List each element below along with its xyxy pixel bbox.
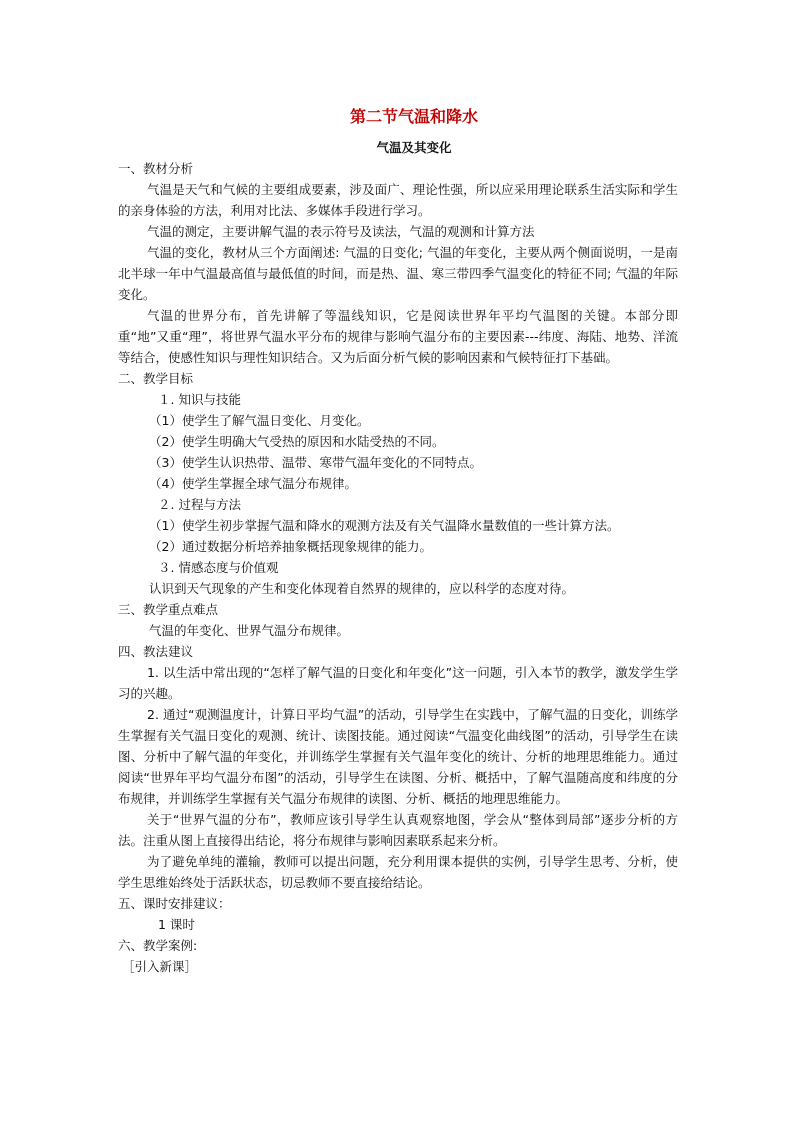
list-item: （2）通过数据分析培养抽象概括现象规律的能力。 [149, 539, 432, 554]
paragraph: 2. 通过“观测温度计，计算日平均气温”的活动，引导学生在实践中，了解气温的日变化，训练学生掌握有关气温日变化的观测、统计、读图技能。通过阅读“气温变化曲线图”的活动，引导学生在读图、分析中了解气温的年变化，并训练学生掌握有关气温年变化的统计、分析的地理思维能力。通过阅读“世界年平均气温分布图”的活动，引导学生在读图、分析、概括中，了解气温随高度和纬度的分布规律，并训练学生掌握有关气温分布规律的读图、分析、概括的地理思维能力。 [118, 707, 678, 806]
paragraph: 气温的年变化、世界气温分布规律。 [149, 623, 350, 638]
paragraph: 气温的测定，主要讲解气温的表示符号及读法，气温的观测和计算方法 [147, 224, 535, 239]
paragraph: 气温的变化，教材从三个方面阐述: 气温的日变化; 气温的年变化，主要从两个侧面说明，一是南北半球一年中气温最高值与最低值的时间，而是热、温、寒三带四季气温变化的特征不同; 气温的年际变化。 [118, 245, 678, 302]
subheading: １. 知识与技能 [158, 392, 241, 407]
paragraph: 为了避免单纯的灌输，教师可以提出问题，充分利用课本提供的实例，引导学生思考、分析，使学生思维始终处于活跃状态，切忌教师不要直接给结论。 [118, 854, 678, 890]
section-heading: 三、教学重点难点 [118, 602, 219, 617]
section-heading: 二、教学目标 [118, 371, 194, 386]
paragraph: 气温的世界分布，首先讲解了等温线知识，它是阅读世界年平均气温图的关键。本部分即重“地”又重“理”，将世界气温水平分布的规律与影响气温分布的主要因素---纬度、海陆、地势、洋流等结合，使感性知识与理性知识结合。又为后面分析气候的影响因素和气候特征打下基础。 [118, 308, 678, 365]
paragraph: 1 课时 [158, 917, 195, 932]
subheading: ３. 情感态度与价值观 [158, 560, 279, 575]
list-item: （3）使学生认识热带、温带、寒带气温年变化的不同特点。 [149, 455, 482, 470]
section-heading: 一、教材分析 [118, 161, 194, 176]
page-subtitle: 气温及其变化 [376, 140, 452, 155]
list-item: （4）使学生掌握全球气温分布规律。 [149, 476, 357, 491]
page-title: 第二节气温和降水 [349, 107, 478, 126]
paragraph: 1. 以生活中常出现的“怎样了解气温的日变化和年变化”这一问题，引入本节的教学，激发学生学习的兴趣。 [118, 665, 678, 701]
section-heading: 四、教法建议 [118, 644, 194, 659]
section-heading: 五、课时安排建议： [118, 896, 231, 911]
paragraph: 气温是天气和气候的主要组成要素，涉及面广、理论性强，所以应采用理论联系生活实际和学生的亲身体验的方法，利用对比法、多媒体手段进行学习。 [118, 182, 678, 218]
list-item: （1）使学生初步掌握气温和降水的观测方法及有关气温降水量数值的一些计算方法。 [149, 518, 620, 533]
list-item: 认识到天气现象的产生和变化体现着自然界的规律的，应以科学的态度对待。 [149, 581, 575, 596]
list-item: （2）使学生明确大气受热的原因和水陆受热的不同。 [149, 434, 445, 449]
list-item: （1）使学生了解气温日变化、月变化。 [149, 413, 370, 428]
paragraph: 关于“世界气温的分布”，教师应该引导学生认真观察地图，学会从“整体到局部”逐步分析的方法。注重从图上直接得出结论，将分布规律与影响因素联系起来分析。 [118, 812, 678, 848]
section-heading: 六、教学案例: [118, 938, 198, 953]
paragraph: ［引入新课］ [122, 959, 198, 974]
document-page [118, 104, 678, 977]
subheading: ２. 过程与方法 [158, 497, 241, 512]
